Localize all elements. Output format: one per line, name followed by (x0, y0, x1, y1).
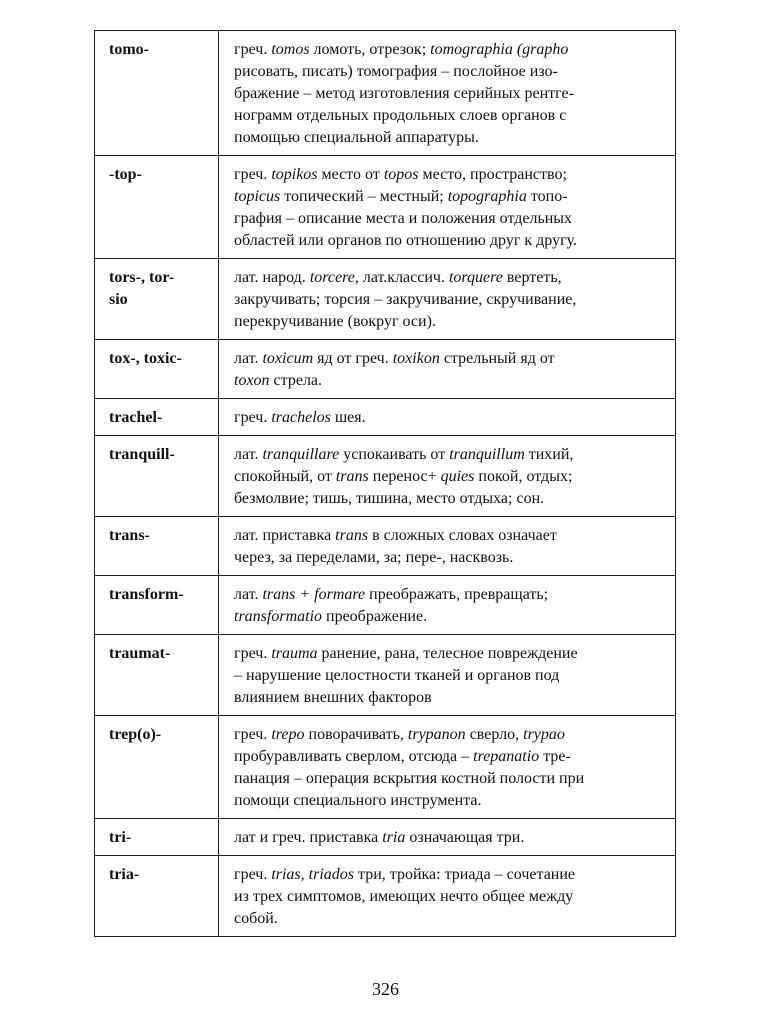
glossary-term: tranquill- (95, 436, 219, 517)
glossary-term: transform- (95, 576, 219, 635)
glossary-definition: лат. народ. torcere, лат.классич. torquere вертеть, закручивать; торсия – закручивание, скручивание, перекручивание (вокруг оси). (219, 259, 676, 340)
glossary-term: traumat- (95, 635, 219, 716)
glossary-body (95, 31, 676, 937)
glossary-row (95, 635, 676, 716)
glossary-term: trans- (95, 517, 219, 576)
glossary-row (95, 156, 676, 259)
glossary-row (95, 436, 676, 517)
glossary-definition: греч. tomos ломоть, отрезок; tomographia (grapho рисовать, писать) томография – послойное изо- бражение – метод изготовления серийных рентге- нограмм отдельных продольных слоев органов с помощью специальной аппаратуры. (219, 31, 676, 156)
glossary-definition: греч. trachelos шея. (219, 399, 676, 436)
glossary-term: trep(o)- (95, 716, 219, 819)
glossary-row (95, 340, 676, 399)
glossary-term: tox-, toxic- (95, 340, 219, 399)
glossary-term: tria- (95, 856, 219, 937)
glossary-row (95, 716, 676, 819)
page-number: 326 (372, 979, 399, 999)
glossary-row (95, 399, 676, 436)
glossary-definition: греч. trias, triados три, тройка: триада – сочетание из трех симптомов, имеющих нечто общее между собой. (219, 856, 676, 937)
glossary-definition: лат и греч. приставка tria означающая три. (219, 819, 676, 856)
glossary-row (95, 576, 676, 635)
glossary-term: -top- (95, 156, 219, 259)
glossary-row (95, 517, 676, 576)
glossary-definition: греч. trepo поворачивать, trypanon сверло, trypao пробуравливать сверлом, отсюда – trepanatio тре- панация – операция вскрытия костной полости при помощи специального инструмента. (219, 716, 676, 819)
glossary-definition: лат. trans + formare преображать, превращать; transformatio преображение. (219, 576, 676, 635)
glossary-definition: лат. tranquillare успокаивать от tranquillum тихий, спокойный, от trans перенос+ quies покой, отдых; безмолвие; тишь, тишина, место отдыха; сон. (219, 436, 676, 517)
glossary-definition: греч. topikos место от topos место, пространство; topicus топический – местный; topographia топо- графия – описание места и положения отдельных областей или органов по отношению друг к другу. (219, 156, 676, 259)
glossary-row (95, 259, 676, 340)
glossary-term: tomo- (95, 31, 219, 156)
glossary-term: trachel- (95, 399, 219, 436)
glossary-table (94, 30, 676, 937)
glossary-row (95, 856, 676, 937)
glossary-definition: лат. toxicum яд от греч. toxikon стрельный яд от toxon стрела. (219, 340, 676, 399)
glossary-definition: лат. приставка trans в сложных словах означает через, за переделами, за; пере-, насквозь. (219, 517, 676, 576)
glossary-row (95, 31, 676, 156)
glossary-row (95, 819, 676, 856)
glossary-term: tors-, tor- sio (95, 259, 219, 340)
glossary-definition: греч. trauma ранение, рана, телесное повреждение – нарушение целостности тканей и органов под влиянием внешних факторов (219, 635, 676, 716)
glossary-term: tri- (95, 819, 219, 856)
